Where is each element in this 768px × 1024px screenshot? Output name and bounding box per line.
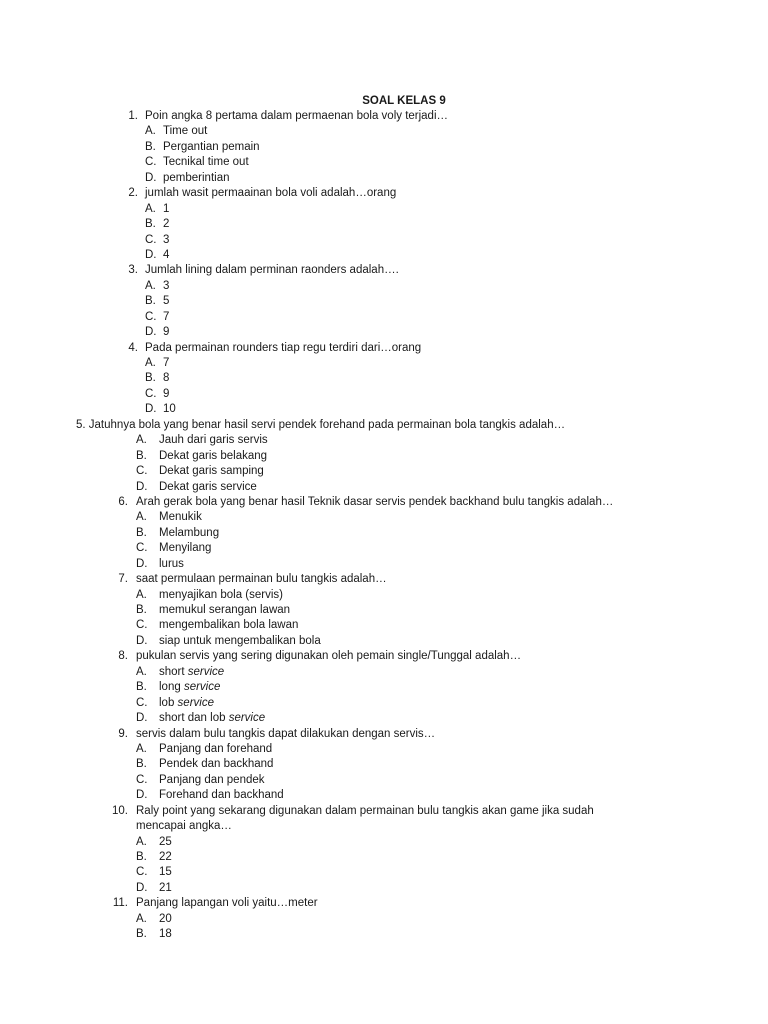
option-text: menyajikan bola (servis) <box>159 588 283 601</box>
question-text: Arah gerak bola yang benar hasil Teknik dasar servis pendek backhand bulu tangkis adalah… <box>136 495 614 508</box>
question-number: 3. <box>128 264 138 277</box>
question-list <box>0 109 768 943</box>
option-letter: B. <box>136 928 147 941</box>
answer-option <box>0 510 768 525</box>
answer-option <box>0 881 768 896</box>
option-text: 7 <box>163 310 170 323</box>
option-text: 22 <box>159 851 172 863</box>
question-text: saat permulaan permainan bulu tangkis adalah… <box>136 573 387 586</box>
question-line <box>0 495 768 510</box>
question-text: jumlah wasit permaainan bola voli adalah…orang <box>145 187 397 200</box>
option-text-italic: service <box>177 696 214 709</box>
answer-option <box>0 557 768 572</box>
question-line <box>0 341 768 356</box>
option-letter: A. <box>136 588 147 601</box>
option-text: 2 <box>163 218 170 231</box>
question-number: 9. <box>118 727 128 740</box>
option-text: Pendek dan backhand <box>159 758 274 771</box>
answer-option <box>0 217 768 232</box>
option-letter: A. <box>136 912 147 925</box>
option-letter: D. <box>136 712 148 725</box>
answer-option <box>0 742 768 757</box>
question-line <box>0 186 768 201</box>
option-letter: B. <box>145 140 156 153</box>
question-number: 2. <box>128 187 138 200</box>
option-text: 15 <box>159 866 172 879</box>
option-text: 21 <box>159 881 172 894</box>
option-letter: B. <box>145 295 156 308</box>
option-letter: C. <box>145 310 157 323</box>
answer-option <box>0 618 768 633</box>
answer-option <box>0 171 768 186</box>
question-number: 6. <box>118 495 128 508</box>
question-line <box>0 896 768 911</box>
question-number: 11. <box>112 897 128 910</box>
option-letter: C. <box>145 387 157 400</box>
question-line <box>0 649 768 664</box>
option-letter: D. <box>145 403 157 416</box>
answer-option <box>0 526 768 541</box>
option-letter: C. <box>145 156 157 169</box>
question-number: 10. <box>112 804 128 817</box>
option-letter: D. <box>136 634 148 647</box>
option-text: Dekat garis samping <box>159 465 264 478</box>
question-text: pukulan servis yang sering digunakan oleh pemain single/Tunggal adalah… <box>136 650 522 663</box>
option-letter: B. <box>136 758 147 771</box>
option-text: Forehand dan backhand <box>159 789 284 802</box>
question-text: Jumlah lining dalam perminan raonders adalah…. <box>145 264 399 277</box>
option-text: 18 <box>159 928 172 941</box>
answer-option <box>0 835 768 850</box>
option-letter: C. <box>136 542 148 555</box>
option-text: lurus <box>159 557 184 570</box>
question-item <box>0 109 768 186</box>
option-letter: D. <box>145 171 157 184</box>
option-text: 9 <box>163 326 170 339</box>
option-letter: A. <box>136 742 147 755</box>
option-letter: D. <box>136 557 148 570</box>
question-line <box>0 418 768 433</box>
option-text: short dan lob service <box>159 712 266 725</box>
option-text-italic: service <box>183 681 221 694</box>
option-letter: A. <box>136 511 147 524</box>
option-text: Menyilang <box>159 542 212 555</box>
answer-option <box>0 449 768 464</box>
option-text: 20 <box>159 912 172 925</box>
answer-option <box>0 603 768 618</box>
option-letter: A. <box>145 125 156 138</box>
question-text: Poin angka 8 pertama dalam permaenan bola voly terjadi… <box>145 110 449 122</box>
option-text: mengembalikan bola lawan <box>159 619 299 632</box>
answer-option <box>0 927 768 942</box>
question-item <box>0 804 768 897</box>
option-text: Jauh dari garis servis <box>159 434 268 447</box>
answer-option <box>0 233 768 248</box>
question-item <box>0 495 768 572</box>
option-letter: A. <box>136 434 147 447</box>
answer-option <box>0 279 768 294</box>
question-line <box>0 727 768 742</box>
option-text: short service <box>159 665 225 678</box>
question-line <box>0 819 768 834</box>
option-letter: C. <box>136 696 148 709</box>
option-letter: C. <box>145 233 157 246</box>
answer-option <box>0 634 768 649</box>
question-item <box>0 896 768 942</box>
option-text: 5 <box>163 295 170 308</box>
question-number: 4. <box>128 341 138 354</box>
option-text: 1 <box>163 202 170 215</box>
answer-option <box>0 325 768 340</box>
option-text: Menukik <box>159 511 202 524</box>
question-item <box>0 186 768 263</box>
option-text: 10 <box>163 403 176 416</box>
question-item <box>0 418 768 495</box>
option-letter: C. <box>136 773 148 786</box>
question-text: servis dalam bulu tangkis dapat dilakukan dengan servis… <box>136 727 436 740</box>
answer-option <box>0 865 768 880</box>
option-letter: B. <box>136 526 147 539</box>
option-text: memukul serangan lawan <box>159 604 291 616</box>
option-text: Panjang dan pendek <box>159 773 265 786</box>
answer-option <box>0 541 768 556</box>
option-text: Dekat garis service <box>159 480 257 493</box>
answer-option <box>0 850 768 865</box>
question-number: 7. <box>118 573 128 586</box>
question-line <box>0 572 768 587</box>
option-text: Panjang dan forehand <box>159 742 273 755</box>
question-item <box>0 727 768 804</box>
option-letter: C. <box>136 619 148 632</box>
answer-option <box>0 310 768 325</box>
question-item <box>0 263 768 340</box>
question-item <box>0 649 768 726</box>
option-letter: A. <box>136 665 147 678</box>
option-letter: A. <box>145 279 156 292</box>
option-letter: B. <box>145 218 156 231</box>
option-letter: B. <box>136 681 147 694</box>
option-letter: A. <box>136 835 147 848</box>
answer-option <box>0 155 768 170</box>
option-letter: D. <box>145 326 157 339</box>
question-line <box>0 804 768 819</box>
option-text: Tecnikal time out <box>163 156 249 169</box>
option-text: 3 <box>163 279 170 292</box>
answer-option <box>0 588 768 603</box>
question-item <box>0 572 768 649</box>
answer-option <box>0 140 768 155</box>
option-letter: D. <box>136 480 148 493</box>
option-text: 4 <box>163 248 170 261</box>
option-letter: D. <box>136 789 148 802</box>
option-letter: B. <box>145 372 156 385</box>
answer-option <box>0 757 768 772</box>
option-letter: D. <box>136 881 148 894</box>
option-text-italic: service <box>228 712 266 725</box>
answer-option <box>0 402 768 417</box>
answer-option <box>0 371 768 386</box>
option-letter: A. <box>145 357 156 369</box>
answer-option <box>0 912 768 927</box>
answer-option <box>0 788 768 803</box>
answer-option <box>0 696 768 711</box>
option-text: long service <box>159 681 221 694</box>
answer-option <box>0 464 768 479</box>
page-title: SOAL KELAS 9 <box>362 95 446 107</box>
question-text: Raly point yang sekarang digunakan dalam permainan bulu tangkis akan game jika sudah <box>136 804 594 817</box>
option-text: siap untuk mengembalikan bola <box>159 634 321 647</box>
option-text: 7 <box>163 357 170 369</box>
option-text: Pergantian pemain <box>163 140 260 153</box>
question-text: 5. Jatuhnya bola yang benar hasil servi pendek forehand pada permainan bola tangkis adalah… <box>76 418 566 431</box>
answer-option <box>0 773 768 788</box>
question-text: mencapai angka… <box>136 820 232 833</box>
answer-option <box>0 665 768 680</box>
answer-option <box>0 202 768 217</box>
answer-option <box>0 680 768 695</box>
answer-option <box>0 480 768 495</box>
option-letter: C. <box>136 465 148 478</box>
answer-option <box>0 248 768 263</box>
option-text: pemberintian <box>163 171 230 184</box>
option-text: Time out <box>163 125 208 138</box>
question-text: Panjang lapangan voli yaitu…meter <box>136 897 318 910</box>
question-number: 8. <box>118 650 128 663</box>
option-text: 25 <box>159 835 172 848</box>
question-item <box>0 341 768 418</box>
answer-option <box>0 124 768 139</box>
option-letter: B. <box>136 449 147 462</box>
answer-option <box>0 433 768 448</box>
answer-option <box>0 294 768 309</box>
option-letter: B. <box>136 851 147 863</box>
option-text: Melambung <box>159 526 220 539</box>
option-text: lob service <box>159 696 214 709</box>
option-text-italic: service <box>187 665 225 678</box>
option-letter: A. <box>145 202 156 215</box>
answer-option <box>0 387 768 402</box>
answer-option <box>0 356 768 371</box>
answer-option <box>0 711 768 726</box>
option-letter: D. <box>145 248 157 261</box>
question-text: Pada permainan rounders tiap regu terdiri dari…orang <box>145 341 422 354</box>
option-text: 8 <box>163 372 170 385</box>
question-number: 1. <box>128 110 138 122</box>
option-letter: B. <box>136 604 147 616</box>
option-letter: C. <box>136 866 148 879</box>
option-text: 3 <box>163 233 170 246</box>
option-text: 9 <box>163 387 170 400</box>
question-line <box>0 109 768 124</box>
option-text: Dekat garis belakang <box>159 449 268 462</box>
question-line <box>0 263 768 278</box>
